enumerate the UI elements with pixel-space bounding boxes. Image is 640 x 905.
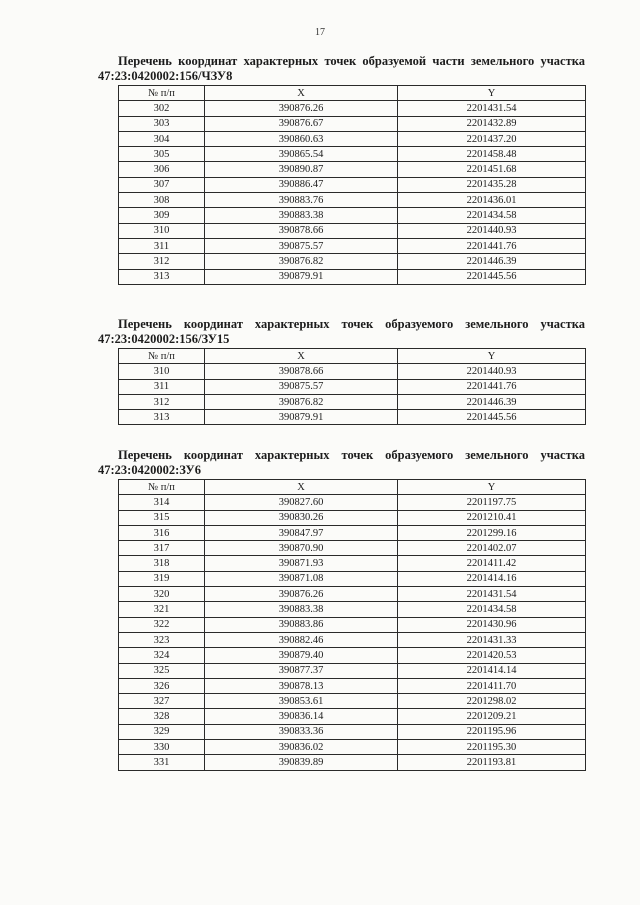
section-title — [98, 448, 585, 478]
cell-x: 390883.38 — [205, 602, 398, 617]
cell-point-number: 313 — [119, 410, 205, 425]
table-row — [119, 571, 586, 586]
cell-x: 390883.38 — [205, 208, 398, 223]
table-row — [119, 587, 586, 602]
cell-x: 390886.47 — [205, 177, 398, 192]
cell-x: 390878.13 — [205, 678, 398, 693]
cell-y: 2201298.02 — [398, 694, 586, 709]
cell-x: 390860.63 — [205, 131, 398, 146]
cell-point-number: 319 — [119, 571, 205, 586]
cell-point-number: 329 — [119, 724, 205, 739]
table-row — [119, 602, 586, 617]
section-title-text: Перечень координат характерных точек образуемого земельного участка 47:23:0420002:ЗУ6 — [98, 448, 585, 477]
cell-x: 390833.36 — [205, 724, 398, 739]
table-row — [119, 495, 586, 510]
table-row — [119, 709, 586, 724]
cell-point-number: 320 — [119, 587, 205, 602]
cell-point-number: 327 — [119, 694, 205, 709]
table-row — [119, 525, 586, 540]
table-row — [119, 678, 586, 693]
cell-y: 2201197.75 — [398, 495, 586, 510]
cell-y: 2201420.53 — [398, 648, 586, 663]
cell-point-number: 318 — [119, 556, 205, 571]
cell-y: 2201431.54 — [398, 101, 586, 116]
cell-point-number: 310 — [119, 364, 205, 379]
cell-y: 2201434.58 — [398, 602, 586, 617]
cell-x: 390879.91 — [205, 410, 398, 425]
cell-x: 390876.67 — [205, 116, 398, 131]
cell-point-number: 322 — [119, 617, 205, 632]
cell-x: 390878.66 — [205, 364, 398, 379]
table-row — [119, 632, 586, 647]
cell-x: 390870.90 — [205, 541, 398, 556]
cell-y: 2201441.76 — [398, 379, 586, 394]
column-header-number: № п/п — [119, 349, 205, 364]
cell-y: 2201299.16 — [398, 525, 586, 540]
cell-x: 390883.86 — [205, 617, 398, 632]
cell-x: 390836.02 — [205, 740, 398, 755]
cell-y: 2201434.58 — [398, 208, 586, 223]
cell-point-number: 315 — [119, 510, 205, 525]
section-zu15 — [98, 317, 585, 425]
cell-y: 2201411.70 — [398, 678, 586, 693]
cell-x: 390882.46 — [205, 632, 398, 647]
cell-x: 390871.93 — [205, 556, 398, 571]
column-header-x: X — [205, 86, 398, 101]
table-row — [119, 238, 586, 253]
column-header-y: Y — [398, 86, 586, 101]
cell-x: 390836.14 — [205, 709, 398, 724]
section-title — [98, 54, 585, 84]
table-row — [119, 193, 586, 208]
column-header-number: № п/п — [119, 480, 205, 495]
cell-y: 2201432.89 — [398, 116, 586, 131]
cell-point-number: 306 — [119, 162, 205, 177]
cell-point-number: 304 — [119, 131, 205, 146]
cell-y: 2201436.01 — [398, 193, 586, 208]
cell-point-number: 330 — [119, 740, 205, 755]
table-row — [119, 410, 586, 425]
cell-y: 2201435.28 — [398, 177, 586, 192]
table-row — [119, 617, 586, 632]
cell-point-number: 312 — [119, 254, 205, 269]
table-row — [119, 556, 586, 571]
table-header-row — [119, 349, 586, 364]
cell-x: 390839.89 — [205, 755, 398, 770]
cell-y: 2201414.16 — [398, 571, 586, 586]
table-row — [119, 755, 586, 770]
cell-point-number: 313 — [119, 269, 205, 284]
table-row — [119, 101, 586, 116]
cell-y: 2201430.96 — [398, 617, 586, 632]
table-row — [119, 379, 586, 394]
cell-y: 2201441.76 — [398, 238, 586, 253]
cell-x: 390871.08 — [205, 571, 398, 586]
column-header-y: Y — [398, 349, 586, 364]
cell-point-number: 311 — [119, 379, 205, 394]
cell-point-number: 312 — [119, 394, 205, 409]
section-title-text: Перечень координат характерных точек образуемого земельного участка 47:23:0420002:156/ЗУ15 — [98, 317, 585, 346]
cell-point-number: 309 — [119, 208, 205, 223]
cell-y: 2201440.93 — [398, 223, 586, 238]
cell-point-number: 317 — [119, 541, 205, 556]
cell-y: 2201210.41 — [398, 510, 586, 525]
cell-x: 390875.57 — [205, 238, 398, 253]
table-row — [119, 223, 586, 238]
table-row — [119, 740, 586, 755]
cell-y: 2201458.48 — [398, 147, 586, 162]
cell-y: 2201445.56 — [398, 410, 586, 425]
cell-x: 390877.37 — [205, 663, 398, 678]
cell-y: 2201451.68 — [398, 162, 586, 177]
table-row — [119, 254, 586, 269]
cell-y: 2201402.07 — [398, 541, 586, 556]
cell-x: 390879.40 — [205, 648, 398, 663]
table-row — [119, 162, 586, 177]
cell-x: 390883.76 — [205, 193, 398, 208]
cell-point-number: 303 — [119, 116, 205, 131]
cell-y: 2201414.14 — [398, 663, 586, 678]
table-row — [119, 116, 586, 131]
cell-point-number: 325 — [119, 663, 205, 678]
table-row — [119, 177, 586, 192]
cell-y: 2201195.30 — [398, 740, 586, 755]
column-header-x: X — [205, 480, 398, 495]
cell-y: 2201431.54 — [398, 587, 586, 602]
cell-point-number: 316 — [119, 525, 205, 540]
column-header-x: X — [205, 349, 398, 364]
cell-y: 2201440.93 — [398, 364, 586, 379]
section-title — [98, 317, 585, 347]
cell-y: 2201431.33 — [398, 632, 586, 647]
table-header-row — [119, 86, 586, 101]
table-row — [119, 648, 586, 663]
table-row — [119, 147, 586, 162]
section-chzu8 — [98, 54, 585, 285]
cell-x: 390853.61 — [205, 694, 398, 709]
column-header-y: Y — [398, 480, 586, 495]
coordinates-table — [118, 348, 586, 425]
coordinates-table — [118, 85, 586, 285]
table-row — [119, 131, 586, 146]
cell-point-number: 302 — [119, 101, 205, 116]
cell-x: 390878.66 — [205, 223, 398, 238]
cell-y: 2201446.39 — [398, 394, 586, 409]
section-title-text: Перечень координат характерных точек образуемой части земельного участка 47:23:0420002:156/ЧЗУ8 — [98, 54, 585, 83]
table-row — [119, 394, 586, 409]
table-header-row — [119, 480, 586, 495]
cell-y: 2201445.56 — [398, 269, 586, 284]
table-row — [119, 269, 586, 284]
cell-x: 390876.82 — [205, 254, 398, 269]
table-row — [119, 208, 586, 223]
cell-x: 390876.26 — [205, 587, 398, 602]
cell-point-number: 331 — [119, 755, 205, 770]
cell-point-number: 310 — [119, 223, 205, 238]
cell-x: 390830.26 — [205, 510, 398, 525]
cell-x: 390827.60 — [205, 495, 398, 510]
table-row — [119, 541, 586, 556]
cell-point-number: 324 — [119, 648, 205, 663]
coordinates-table — [118, 479, 586, 771]
cell-x: 390879.91 — [205, 269, 398, 284]
cell-x: 390890.87 — [205, 162, 398, 177]
cell-x: 390865.54 — [205, 147, 398, 162]
cell-x: 390847.97 — [205, 525, 398, 540]
column-header-number: № п/п — [119, 86, 205, 101]
cell-point-number: 321 — [119, 602, 205, 617]
cell-y: 2201411.42 — [398, 556, 586, 571]
table-row — [119, 724, 586, 739]
table-row — [119, 364, 586, 379]
cell-y: 2201446.39 — [398, 254, 586, 269]
cell-point-number: 323 — [119, 632, 205, 647]
table-row — [119, 510, 586, 525]
cell-y: 2201437.20 — [398, 131, 586, 146]
section-zu6 — [98, 448, 585, 771]
cell-y: 2201209.21 — [398, 709, 586, 724]
cell-point-number: 311 — [119, 238, 205, 253]
page-number: 17 — [315, 27, 325, 38]
cell-y: 2201193.81 — [398, 755, 586, 770]
cell-x: 390876.82 — [205, 394, 398, 409]
cell-point-number: 314 — [119, 495, 205, 510]
cell-point-number: 326 — [119, 678, 205, 693]
cell-point-number: 307 — [119, 177, 205, 192]
cell-point-number: 305 — [119, 147, 205, 162]
cell-point-number: 328 — [119, 709, 205, 724]
cell-y: 2201195.96 — [398, 724, 586, 739]
cell-x: 390875.57 — [205, 379, 398, 394]
cell-point-number: 308 — [119, 193, 205, 208]
table-row — [119, 694, 586, 709]
table-row — [119, 663, 586, 678]
cell-x: 390876.26 — [205, 101, 398, 116]
